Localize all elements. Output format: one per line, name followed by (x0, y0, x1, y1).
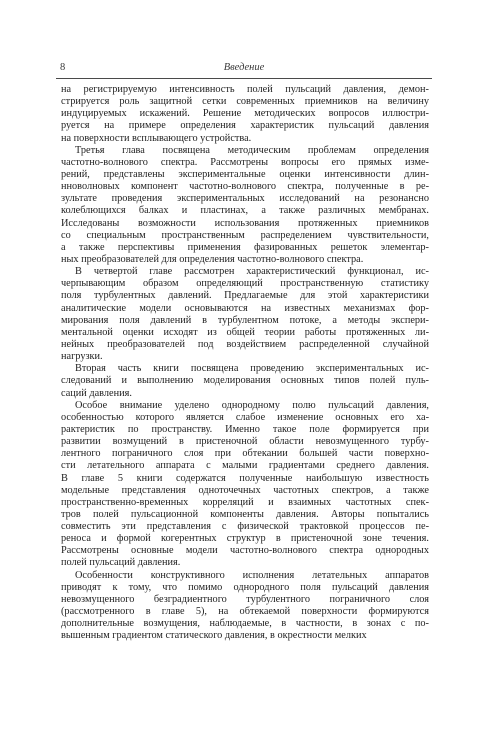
text-line: черпывающим образом определяющий пространственную статистику (61, 278, 429, 290)
text-line: особенностью которого является слабое изменение основных его ха- (61, 411, 429, 423)
text-line: ных преобразователей для определения частотно-волнового спектра. (61, 253, 364, 265)
body-text (61, 84, 429, 642)
text-line: саций давления. (61, 387, 132, 399)
header-rule (56, 78, 432, 79)
text-line: сти летательного аппарата с малыми градиентами среднего давления. (61, 460, 429, 472)
text-line: развитии возмущений в пристеночной области невозмущенного турбу- (61, 436, 429, 448)
paragraph (61, 400, 429, 570)
text-line: поля турбулентных давлений. Предлагаемые для этой характеристики (61, 290, 429, 302)
text-line: а также перспективы применения фазированных решеток элементар- (61, 241, 429, 253)
text-line: дополнительные возмущения, наблюдаемые, в частности, в зонах с по- (61, 618, 429, 630)
text-line: на поверхности всплывающего устройства. (61, 132, 252, 144)
page-number: 8 (60, 62, 66, 73)
text-line: частотно-волнового спектра. Рассмотрены вопросы его прямых изме- (61, 156, 429, 168)
text-line: вышенным градиентом статического давления, в окрестности мелких (61, 630, 367, 642)
text-line: (рассмотренного в главе 5), на обтекаемой поверхности формируются (61, 606, 429, 618)
text-line: невозмущенного безградиентного турбулентного пограничного слоя (61, 593, 429, 605)
text-line: Исследованы возможности использования протяженных приемников (61, 217, 429, 229)
text-line: В главе 5 книги содержатся полученные наибольшую известность (61, 472, 429, 484)
text-line: мирования поля давлений в турбулентном потоке, а методы экспери- (61, 314, 429, 326)
text-line: руется на примере определения характеристик пульсаций давления (61, 120, 429, 132)
text-line: Особенности конструктивного исполнения летательных аппаратов (75, 569, 429, 581)
text-line: на регистрируемую интенсивность полей пульсаций давления, демон- (61, 84, 429, 95)
text-line: приводят к тому, что помимо однородного поля пульсаций давления (61, 581, 429, 593)
page-header (56, 62, 432, 78)
text-line: ментальной оценки исходят из общей теории работы протяженных ли- (61, 326, 429, 338)
text-line: аналитические модели основываются на известных механизмах фор- (61, 302, 429, 314)
text-line: нноволновых компонент частотно-волнового спектра, полученные в ре- (61, 181, 429, 193)
text-line: рактеристик по пространству. Именно такое поле формируется при (61, 423, 429, 435)
text-line: зультате проведения экспериментальных исследований на резонансно (61, 193, 429, 205)
text-line: рений, представлены экспериментальные оценки интенсивности длин- (61, 168, 429, 180)
text-line: реноса и формой когерентных структур в пристеночной зоне течения. (61, 533, 429, 545)
text-line: нагрузки. (61, 351, 103, 363)
text-line: пространственно-временных корреляций и взаимных частотных спек- (61, 496, 429, 508)
running-title: Введение (223, 62, 265, 73)
text-line: совместить эти представления с физической трактовкой процессов пе- (61, 521, 429, 533)
text-line: следований и выполнению моделирования основных типов полей пуль- (61, 375, 429, 387)
paragraph (61, 145, 429, 266)
paragraph (61, 266, 429, 363)
paragraph (61, 570, 429, 643)
text-line: лентного пограничного слоя при обтекании большей части поверхно- (61, 448, 429, 460)
text-line: колеблющихся балках и пластинах, а также различных мембранах. (61, 205, 429, 217)
paragraph (61, 363, 429, 399)
text-line: стрируется роль защитной сетки современных приемников на величину (61, 96, 429, 108)
text-line: индуцируемых искажений. Решение методических вопросов иллюстри- (61, 108, 429, 120)
text-line: Рассмотрены основные модели частотно-волнового спектра однородных (61, 545, 429, 557)
text-line: Вторая часть книги посвящена проведению экспериментальных ис- (75, 363, 429, 375)
text-line: нейных преобразователей под воздействием распределенной случайной (61, 338, 429, 350)
text-line: В четвертой главе рассмотрен характеристический функционал, ис- (75, 266, 429, 278)
text-line: полей пульсаций давления. (61, 557, 181, 569)
text-line: тров полей пульсационной компоненты давления. Авторы попытались (61, 508, 429, 520)
text-line: со специальным пространственным распределением чувствительности, (61, 229, 429, 241)
paragraph (61, 84, 429, 145)
text-line: Третья глава посвящена методическим проблемам определения (75, 144, 429, 156)
text-line: модельные представления одноточечных частотных спектров, а также (61, 484, 429, 496)
text-line: Особое внимание уделено однородному полю пульсаций давления, (75, 399, 429, 411)
